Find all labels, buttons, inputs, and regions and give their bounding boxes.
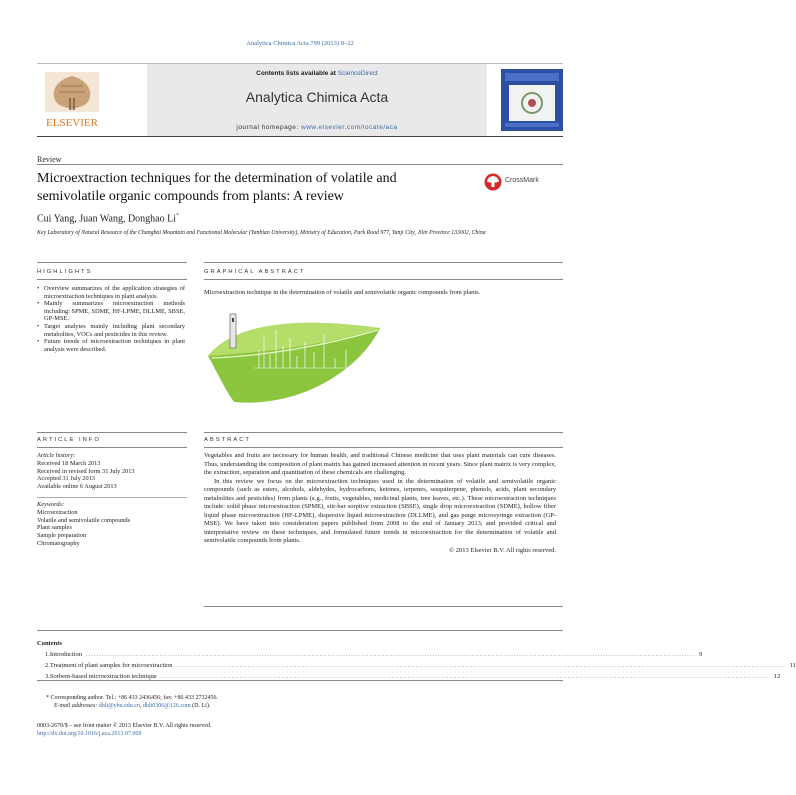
- contents-bottom-rule: [37, 680, 563, 681]
- email-label: E-mail addresses:: [54, 703, 98, 709]
- highlight-item: • Mainly summarizes microextraction methods including: SPME, SDME, HF-LPME, DLLME, SBSE, GP-MSE.: [37, 300, 185, 323]
- graphical-abstract-text: Microextraction technique in the determination of volatile and semivolatile organic compounds from plants.: [204, 289, 481, 296]
- keywords-label: Keywords:: [37, 500, 65, 508]
- authors: Cui Yang, Juan Wang, Donghao Li: [37, 213, 177, 225]
- abstract-body: [204, 452, 556, 555]
- contents-prefix: Contents lists available at: [256, 70, 338, 77]
- toc-entry[interactable]: [37, 651, 703, 662]
- crossmark-label: CrossMark: [505, 177, 539, 184]
- doi-link[interactable]: http://dx.doi.org/10.1016/j.aca.2013.07.069: [37, 731, 142, 737]
- ga-top-rule: [204, 262, 563, 263]
- copyright: © 2013 Elsevier B.V. All rights reserved.: [449, 546, 556, 554]
- toc-number: 3.: [45, 673, 50, 680]
- article-title: Microextraction techniques for the determination of volatile and semivolatile organic compounds from plants: A review: [37, 171, 397, 204]
- toc-entry[interactable]: [37, 673, 781, 684]
- graphical-abstract-figure[interactable]: [204, 310, 384, 410]
- toc-page: 9: [699, 651, 703, 658]
- abstract-heading: ABSTRACT: [204, 437, 251, 443]
- toc-number: 2.: [45, 662, 50, 669]
- highlights-top-rule: [37, 262, 187, 263]
- article-info-heading: ARTICLE INFO: [37, 437, 101, 443]
- contents-top-rule: [37, 630, 563, 631]
- toc-page: 11: [789, 662, 796, 669]
- crossmark-badge[interactable]: [484, 173, 564, 191]
- journal-banner: [37, 63, 563, 137]
- history-date: Received 18 March 2013: [37, 459, 101, 467]
- history-label: Article history:: [37, 452, 76, 459]
- keyword: Volatile and semivolatile compounds: [37, 516, 131, 524]
- toc-page: 12: [773, 673, 781, 680]
- toc-title[interactable]: Sorbent-based microextraction technique: [49, 673, 157, 680]
- highlight-item: • Target analytes mainly including plant secondary metabolites, VOCs and pesticides in this review.: [37, 323, 185, 338]
- footnote: [46, 694, 556, 710]
- email-link[interactable]: dhli@ybu.edu.cn: [98, 703, 140, 709]
- abstract-paragraph: Vegetables and fruits are necessary for human health, and traditional Chinese medicine that uses plant materials can cure diseases. Thus, understanding the composition of plant matrix has gained increased attention in recent years. Since plant matrix is very complex, the extraction, separation and quantitation of these chemicals are challenging.: [204, 452, 556, 476]
- abstract-bottom-rule: [204, 606, 563, 607]
- divider-top: [37, 164, 563, 165]
- email-link[interactable]: dhli0306@126.com: [142, 703, 191, 709]
- journal-header: [147, 64, 487, 136]
- author-list: [37, 213, 179, 224]
- journal-citation[interactable]: Analytica Chimica Acta 799 (2013) 8–22: [246, 40, 354, 47]
- history-date: Received in revised form 31 July 2013: [37, 467, 135, 475]
- journal-homepage: [147, 124, 487, 131]
- publisher-name: ELSEVIER: [46, 117, 98, 129]
- corresponding-marker[interactable]: *: [176, 213, 180, 219]
- ga-rule: [204, 279, 563, 280]
- keyword: Chromatography: [37, 539, 80, 547]
- abstract-paragraph: In this review we focus on the microextraction techniques used in the determination of volatile and semivolatile organic compounds (such as esters, alcohols, aldehydes, hydrocarbons, ketones, terpenes, sesquiterpene, phenols, acids, plant secondary metabolites and pesticides) from plants (e.g., fruits, vegetables, medicinal plants, tree leaves, etc.). These microextraction techniques include: solid phase microextraction (SPME), stir-bar sorptive extraction (SBSE), single drop microextraction (SDME), hollow fiber liquid phase microextraction (HF-LPME), dispersive liquid microextraction (DLLME), and gas purge microsyringe extraction (GP-MSE). We have taken into consideration papers published from 2008 to the end of January 2013, and provided critical and interpretative review on these techniques, and formulated future trends in microextraction for the determination of volatile and semivolatile compounds from plants.: [204, 477, 556, 544]
- article-info-rule: [37, 447, 187, 448]
- highlights-rule: [37, 279, 187, 280]
- highlight-item: • Overview summarizes of the application strategies of microextraction techniques in plant analysis.: [37, 285, 185, 300]
- keyword: Microextraction: [37, 508, 78, 516]
- article-type: Review: [37, 155, 62, 164]
- affiliation: Key Laboratory of Natural Resource of the Changbai Mountain and Functional Molecular (Yanbian University), Ministry of Education, Park Road 977, Yanji City, Jilin Province 133002, China: [37, 230, 486, 236]
- journal-cover-thumbnail[interactable]: [501, 69, 563, 131]
- abstract-top-rule: [204, 432, 563, 433]
- highlights-list: [37, 285, 185, 353]
- toc-leader: ........................................................................................................................................................................................................................................: [86, 651, 696, 658]
- history-date: Accepted 31 July 2013: [37, 475, 95, 483]
- highlight-item: • Future trends of microextraction techniques in plant analysis were described.: [37, 338, 185, 353]
- contents-lists-line: [147, 70, 487, 77]
- contents-heading: Contents: [37, 640, 62, 647]
- front-matter: [37, 722, 557, 738]
- history-date: Available online 6 August 2013: [37, 483, 117, 491]
- toc-number: 1.: [45, 651, 50, 658]
- crossmark-icon: [484, 173, 502, 191]
- issn-line: 0003-2670/$ – see front matter © 2013 Elsevier B.V. All rights reserved.: [37, 723, 212, 729]
- keywords-divider: [37, 497, 187, 498]
- article-info: [37, 452, 187, 548]
- email-suffix: (D. Li).: [190, 703, 211, 709]
- toc-leader: ........................................................................................................................................................................................................................................: [160, 673, 770, 680]
- sciencedirect-link[interactable]: ScienceDirect: [337, 70, 378, 77]
- table-of-contents: [37, 640, 796, 684]
- toc-entry[interactable]: [37, 662, 796, 673]
- article-info-top-rule: [37, 432, 187, 433]
- corresponding-author-note: * Corresponding author. Tel.: +86 433 2436456; fax: +86 433 2732456.: [46, 695, 219, 701]
- abstract-rule: [204, 447, 563, 448]
- journal-title[interactable]: Analytica Chimica Acta: [245, 89, 389, 105]
- homepage-label: journal homepage:: [236, 124, 302, 131]
- keyword: Sample preparation: [37, 532, 87, 540]
- graphical-abstract-heading: GRAPHICAL ABSTRACT: [204, 269, 306, 275]
- email-separator: ,: [139, 703, 143, 709]
- toc-title[interactable]: Introduction: [49, 651, 83, 658]
- highlights-heading: HIGHLIGHTS: [37, 269, 93, 275]
- toc-leader: ........................................................................................................................................................................................................................................: [176, 662, 786, 669]
- homepage-link[interactable]: www.elsevier.com/locate/aca: [301, 124, 398, 131]
- elsevier-tree-logo: [37, 68, 107, 132]
- keyword: Plant samples: [37, 524, 72, 532]
- email-line: [46, 702, 556, 710]
- toc-title[interactable]: Treatment of plant samples for microextraction: [49, 662, 173, 669]
